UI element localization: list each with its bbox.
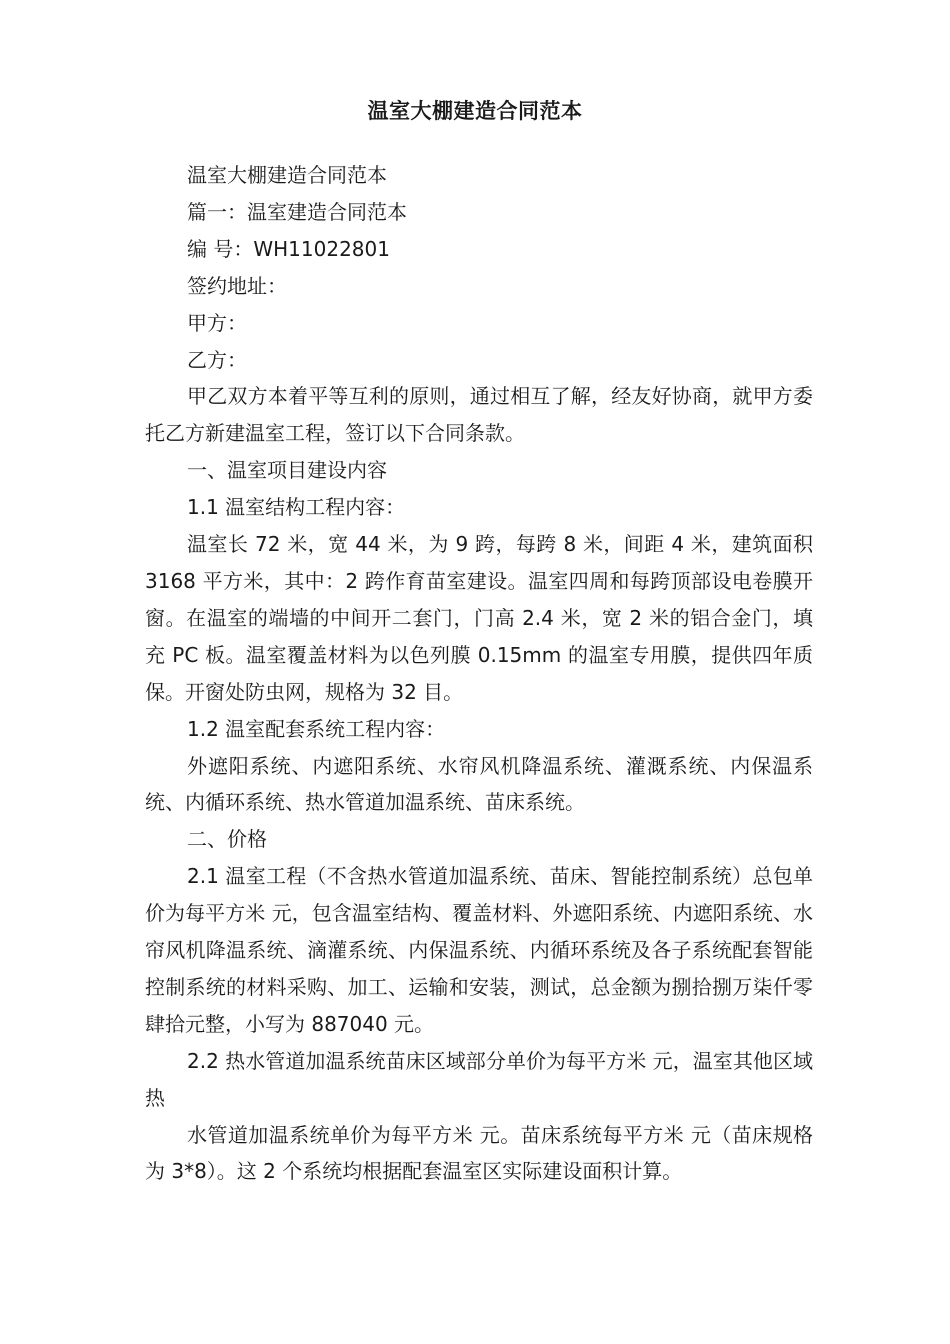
paragraph-signing-address: 签约地址： xyxy=(187,273,287,298)
paragraph-preamble: 甲乙双方本着平等互利的原则，通过相互了解，经友好协商，就甲方委托乙方新建温室工程，签订以下合同条款。 xyxy=(145,384,813,446)
paragraph-heading-1-2: 1.2 温室配套系统工程内容： xyxy=(187,716,446,741)
paragraph-structure-content: 温室长 72 米，宽 44 米，为 9 跨，每跨 8 米，间距 4 米，建筑面积 3168 平方米，其中：2 跨作育苗室建设。温室四周和每跨顶部设电卷膜开窗。在温室的端墙的中间开二套门，门高 2.4 米，宽 2 米的铝合金门，填充 PC 板。温室覆盖材料为以色列膜 0.15mm 的温室专用膜，提供四年质保。开窗处防虫网，规格为 32 目。 xyxy=(145,532,813,704)
paragraph-section-title: 篇一：温室建造合同范本 xyxy=(187,199,407,224)
paragraph-party-a: 甲方： xyxy=(187,310,247,335)
paragraph-heading-1: 一、温室项目建设内容 xyxy=(187,458,387,483)
paragraph-contract-number: 编 号：WH11022801 xyxy=(187,236,390,261)
paragraph-price-2-2-continued: 水管道加温系统单价为每平方米 元。苗床系统每平方米 元（苗床规格为 3*8）。这 2 个系统均根据配套温室区实际建设面积计算。 xyxy=(145,1122,813,1184)
paragraph-heading-1-1: 1.1 温室结构工程内容： xyxy=(187,495,406,520)
paragraph-price-2-2: 2.2 热水管道加温系统苗床区域部分单价为每平方米 元，温室其他区域热 xyxy=(145,1048,813,1110)
paragraph-party-b: 乙方： xyxy=(187,347,247,372)
paragraph-price-2-1: 2.1 温室工程（不含热水管道加温系统、苗床、智能控制系统）总包单价为每平方米 元，包含温室结构、覆盖材料、外遮阳系统、内遮阳系统、水帘风机降温系统、滴灌系统、内保温系统、内循环系统及各子系统配套智能控制系统的材料采购、加工、运输和安装，测试，总金额为捌拾捌万柒仟零肆拾元整，小写为 887040 元。 xyxy=(145,864,813,1036)
paragraph-subtitle: 温室大棚建造合同范本 xyxy=(187,163,387,187)
paragraph-heading-2: 二、价格 xyxy=(187,827,267,852)
document-body xyxy=(145,157,813,1190)
paragraph-systems-content: 外遮阳系统、内遮阳系统、水帘风机降温系统、灌溉系统、内保温系统、内循环系统、热水管道加温系统、苗床系统。 xyxy=(145,753,813,815)
document-title: 温室大棚建造合同范本 xyxy=(367,99,583,123)
